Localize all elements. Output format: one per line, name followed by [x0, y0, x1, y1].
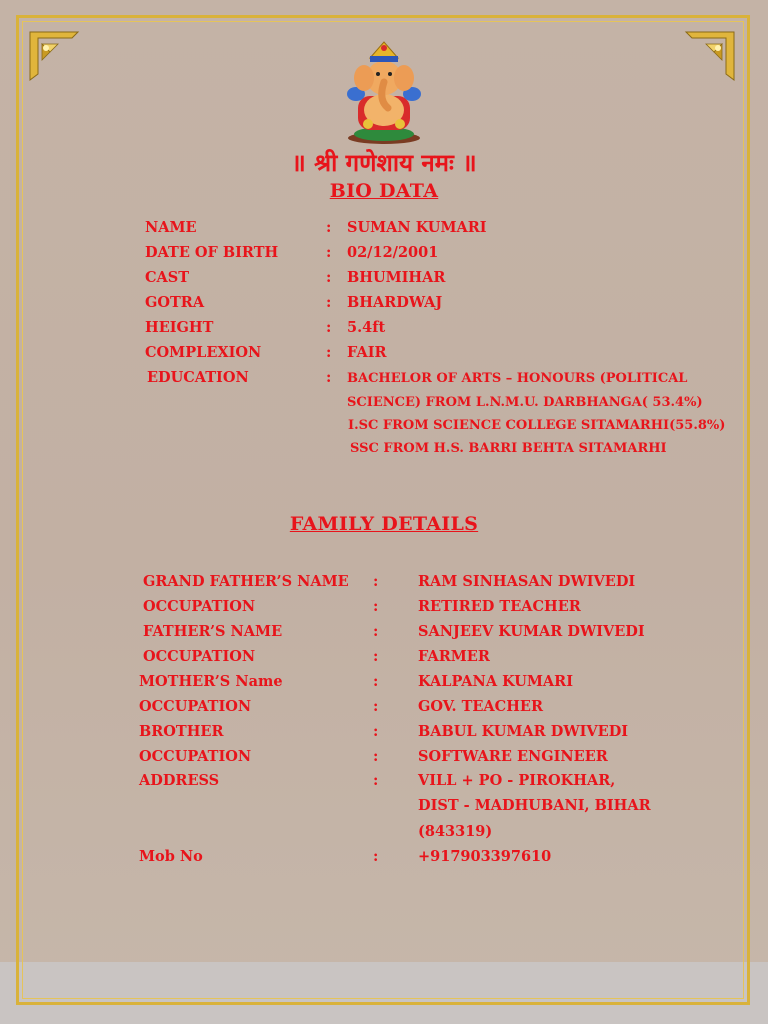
field-value: +917903397610: [418, 848, 552, 865]
colon: :: [373, 848, 379, 865]
field-value: BHUMIHAR: [347, 269, 446, 286]
corner-ornament-icon: [28, 30, 80, 82]
field-label: Mob No: [139, 848, 203, 865]
field-label: ADDRESS: [139, 772, 220, 789]
colon: :: [373, 723, 379, 740]
colon: :: [326, 269, 332, 286]
field-label: FATHER’S NAME: [143, 623, 283, 640]
colon: :: [373, 573, 379, 590]
field-value: RETIRED TEACHER: [418, 598, 581, 615]
colon: :: [326, 294, 332, 311]
field-label: CAST: [145, 269, 190, 286]
education-line: I.SC FROM SCIENCE COLLEGE SITAMARHI(55.8%): [348, 418, 726, 433]
field-label: COMPLEXION: [145, 344, 262, 361]
field-label: OCCUPATION: [139, 748, 252, 765]
colon: :: [326, 319, 332, 336]
field-label: EDUCATION: [147, 369, 249, 386]
education-line: SCIENCE) FROM L.N.M.U. DARBHANGA( 53.4%): [347, 395, 703, 410]
bio-data-title: BIO DATA: [329, 180, 439, 202]
field-value: KALPANA KUMARI: [418, 673, 573, 690]
address-line: (843319): [418, 823, 493, 840]
ganesha-icon: [338, 38, 430, 146]
field-value: BACHELOR OF ARTS – HONOURS (POLITICAL: [347, 371, 688, 386]
colon: :: [373, 648, 379, 665]
ganesh-mantra: ॥ श्री गणेशाय नमः ॥: [291, 149, 477, 177]
field-value: FARMER: [418, 648, 490, 665]
family-details-title: FAMILY DETAILS: [289, 513, 479, 535]
field-value: RAM SINHASAN DWIVEDI: [418, 573, 636, 590]
field-value: 02/12/2001: [347, 244, 439, 261]
field-label: OCCUPATION: [143, 648, 256, 665]
colon: :: [373, 748, 379, 765]
field-value: GOV. TEACHER: [418, 698, 544, 715]
field-label: OCCUPATION: [143, 598, 256, 615]
colon: :: [373, 623, 379, 640]
field-value: 5.4ft: [347, 319, 386, 336]
field-label: OCCUPATION: [139, 698, 252, 715]
colon: :: [373, 772, 379, 789]
field-label: NAME: [145, 219, 197, 236]
field-label: GOTRA: [145, 294, 205, 311]
colon: :: [373, 698, 379, 715]
colon: :: [326, 219, 332, 236]
colon: :: [373, 598, 379, 615]
field-label: HEIGHT: [145, 319, 214, 336]
field-value: BABUL KUMAR DWIVEDI: [418, 723, 629, 740]
colon: :: [326, 369, 332, 386]
field-value: BHARDWAJ: [347, 294, 443, 311]
field-value: SANJEEV KUMAR DWIVEDI: [418, 623, 645, 640]
colon: :: [326, 344, 332, 361]
field-label: GRAND FATHER’S NAME: [143, 573, 349, 590]
field-value: FAIR: [347, 344, 387, 361]
corner-ornament-icon: [684, 30, 736, 82]
field-value: SUMAN KUMARI: [347, 219, 487, 236]
colon: :: [373, 673, 379, 690]
field-value: SOFTWARE ENGINEER: [418, 748, 608, 765]
education-line: SSC FROM H.S. BARRI BEHTA SITAMARHI: [350, 441, 667, 456]
field-label: MOTHER’S Name: [139, 673, 283, 690]
field-value: VILL + PO - PIROKHAR,: [418, 772, 616, 789]
address-line: DIST - MADHUBANI, BIHAR: [418, 797, 651, 814]
colon: :: [326, 244, 332, 261]
field-label: DATE OF BIRTH: [145, 244, 279, 261]
field-label: BROTHER: [139, 723, 224, 740]
